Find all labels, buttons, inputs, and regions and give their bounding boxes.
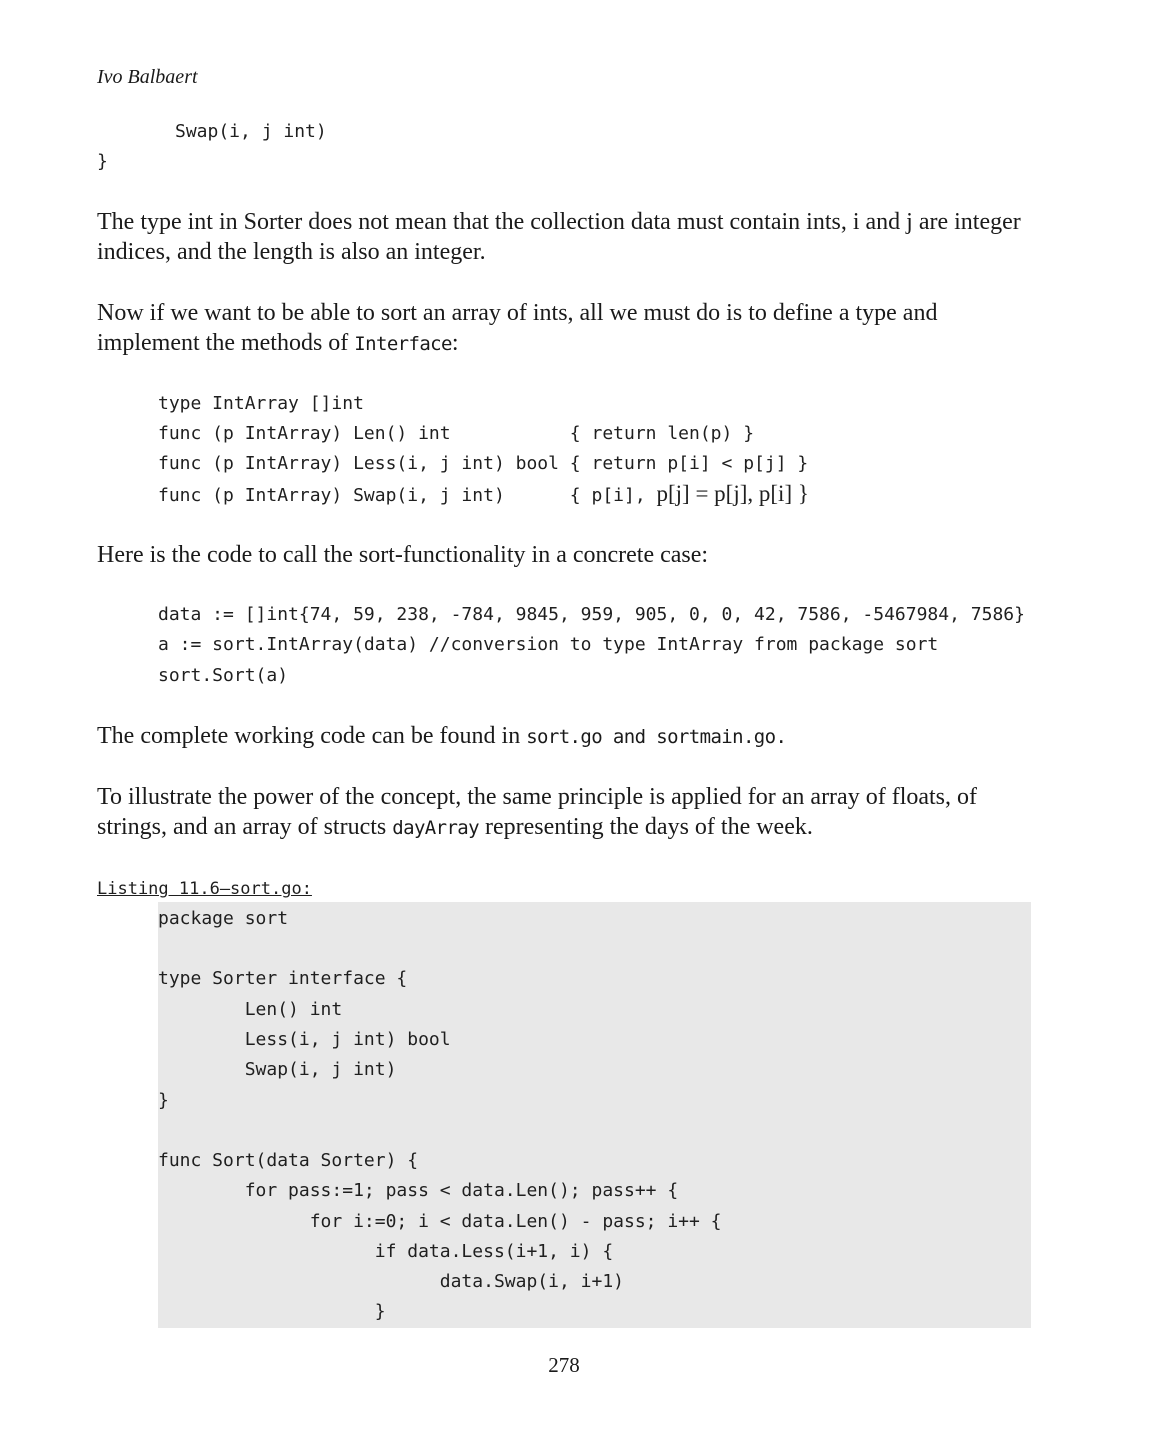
paragraph-text: Now if we want to be able to sort an array of ints, all we must do is to define a type and implement the methods of (97, 300, 938, 356)
listing-line: if data.Less(i+1, i) { (158, 1241, 614, 1262)
paragraph-text: representing the days of the week. (478, 814, 813, 840)
paragraph-text: To illustrate the power of the concept, the same principle is applied for an array of floats, of strings, and an array of structs (97, 784, 978, 840)
code-line: data := []int{74, 59, 238, -784, 9845, 959, 905, 0, 0, 42, 7586, -5467984, 7586} (158, 604, 1025, 625)
code-line: sort.Sort(a) (158, 665, 289, 686)
listing-line: Less(i, j int) bool (158, 1029, 451, 1050)
code-line: type IntArray []int (158, 393, 364, 414)
listing-line: for i:=0; i < data.Len() - pass; i++ { (158, 1211, 722, 1232)
paragraph (97, 782, 1033, 843)
code-segment-serif: p[j] = p[j], p[i] } (656, 481, 809, 506)
listing-line: data.Swap(i, i+1) (158, 1271, 624, 1292)
inline-code: sort.go and sortmain.go. (526, 726, 787, 748)
code-line: func (p IntArray) Len() int { return len(p) } (158, 423, 755, 444)
inline-code: dayArray (392, 817, 479, 839)
code-segment: func (p IntArray) Swap(i, j int) { p[i], (158, 485, 657, 506)
listing-line: } (158, 1090, 169, 1111)
code-line (158, 479, 809, 509)
paragraph: The type int in Sorter does not mean that the collection data must contain ints, i and j are integer indices, and the length is also an integer. (97, 209, 1021, 265)
listing-line: Len() int (158, 999, 343, 1020)
listing-line: func Sort(data Sorter) { (158, 1150, 419, 1171)
code-line: func (p IntArray) Less(i, j int) bool { return p[i] < p[j] } (158, 453, 809, 474)
listing-line: } (158, 1301, 386, 1322)
listing-caption: Listing 11.6—sort.go: (97, 879, 312, 899)
listing-line: package sort (158, 908, 289, 929)
listing-line: type Sorter interface { (158, 968, 408, 989)
code-line: Swap(i, j int) (175, 121, 327, 142)
code-line: } (97, 151, 108, 172)
paragraph-text: The complete working code can be found in (97, 723, 527, 749)
paragraph: Here is the code to call the sort-functionality in a concrete case: (97, 542, 709, 568)
inline-code: Interface (354, 333, 452, 355)
page-number: 278 (548, 1353, 580, 1377)
listing-line: Swap(i, j int) (158, 1059, 397, 1080)
listing-line: for pass:=1; pass < data.Len(); pass++ { (158, 1180, 679, 1201)
author-name: Ivo Balbaert (97, 66, 198, 88)
code-line: a := sort.IntArray(data) //conversion to type IntArray from package sort (158, 634, 939, 655)
paragraph (97, 721, 1033, 752)
paragraph (97, 298, 1033, 359)
paragraph-text: : (451, 330, 459, 356)
